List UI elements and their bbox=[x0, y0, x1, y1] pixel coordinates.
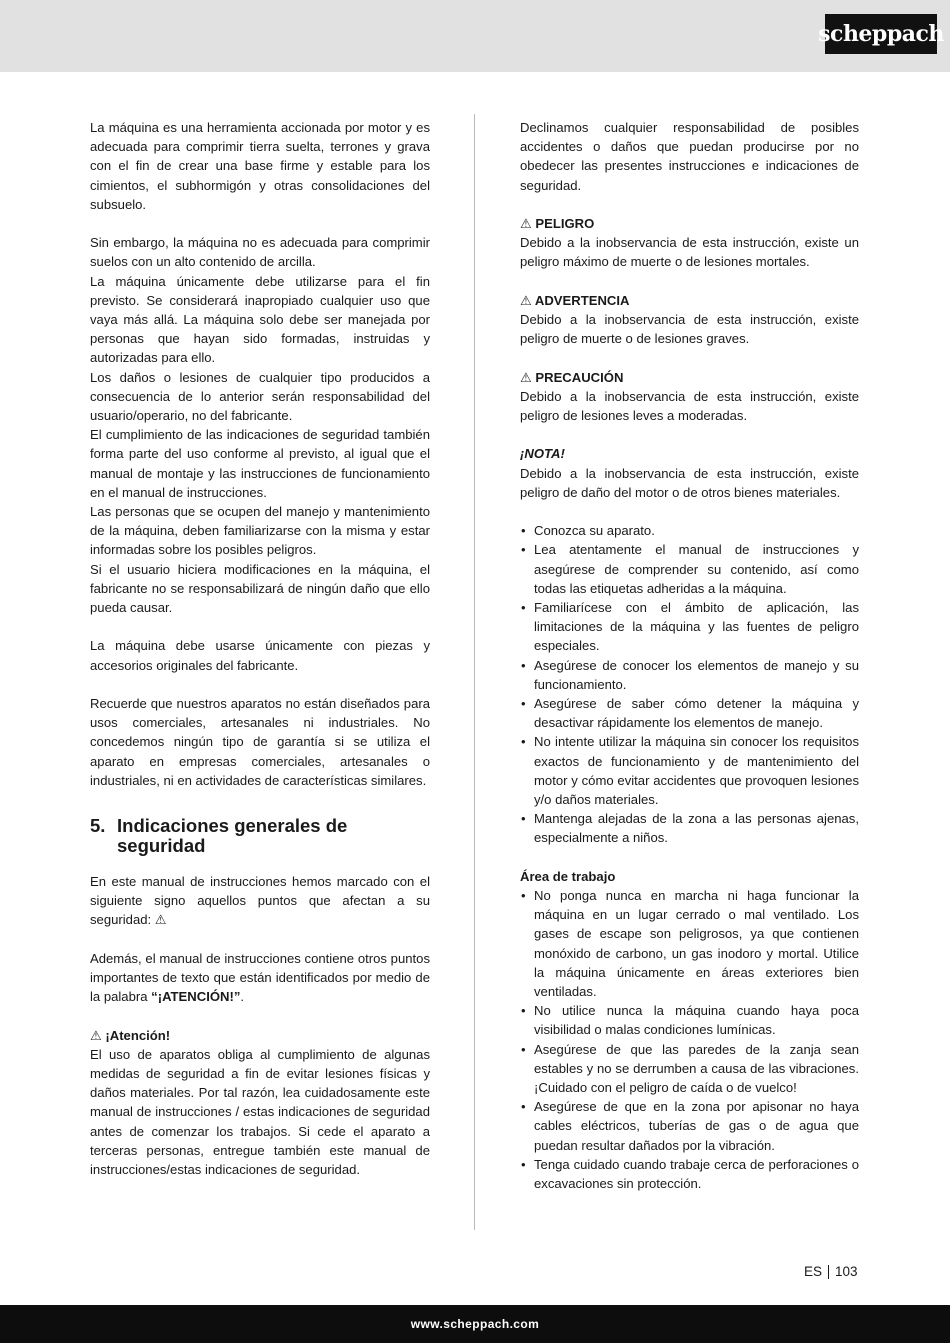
paragraph: Los daños o lesiones de cualquier tipo producidos a consecuencia de lo anterior serán responsabilidad del usuario/operario, no del fabricante. bbox=[90, 369, 430, 424]
footer-bar bbox=[0, 1305, 950, 1343]
danger-text: Debido a la inobservancia de esta instrucción, existe un peligro máximo de muerte o de lesiones mortales. bbox=[520, 235, 859, 270]
paragraph: Las personas que se ocupen del manejo y mantenimiento de la máquina, deben familiarizarse con la misma y estar informadas sobre los posibles peligros. bbox=[90, 504, 430, 558]
website-url: www.scheppach.com bbox=[410, 1317, 540, 1331]
paragraph: Si el usuario hiciera modificaciones en la máquina, el fabricante no se responsabilizará de ningún daño que ello pueda causar. bbox=[90, 561, 430, 616]
list-item: • Asegúrese de que las paredes de la zanja sean estables y no se derrumben a causa de las vibraciones. ¡Cuidado con el peligro de caída o de vuelco! bbox=[520, 1040, 859, 1098]
list-item: • Tenga cuidado cuando trabaje cerca de perforaciones o excavaciones sin protección. bbox=[520, 1155, 859, 1193]
paragraph: La máquina debe usarse únicamente con piezas y accesorios originales del fabricante. bbox=[90, 638, 430, 673]
paragraph: Recuerde que nuestros aparatos no están diseñados para usos comerciales, artesanales ni industriales. No concedemos ningún tipo de garantía si se utiliza el aparato en empresas comerciales, artesanales o industriales, ni en actividades de características similares. bbox=[90, 696, 430, 788]
paragraph: Sin embargo, la máquina no es adecuada para comprimir suelos con un alto contenido de arcilla. bbox=[90, 235, 430, 270]
paragraph: En este manual de instrucciones hemos marcado con el siguiente signo aquellos puntos que afectan a su seguridad: ⚠ bbox=[90, 874, 430, 928]
paragraph-text: . bbox=[240, 989, 245, 1005]
paragraph-text: Además, el manual de instrucciones contiene otros puntos importantes de texto que están identificados por medio de la palabra bbox=[90, 950, 430, 1005]
section-heading bbox=[90, 816, 430, 856]
list-item: • Mantenga alejadas de la zona a las personas ajenas, especialmente a niños. bbox=[520, 809, 859, 847]
list-item: • No utilice nunca la máquina cuando haya poca visibilidad o malas condiciones lumínicas. bbox=[520, 1001, 859, 1039]
paragraph bbox=[90, 949, 430, 1007]
list-item: • Lea atentamente el manual de instrucciones y asegúrese de comprender su contenido, así como todas las etiquetas adheridas a la máquina. bbox=[520, 540, 859, 598]
page-number bbox=[804, 1264, 858, 1279]
list-item: • No ponga nunca en marcha ni haga funcionar la máquina en un lugar cerrado o mal ventilado. Los gases de escape son peligrosos, ya que contienen monóxido de carbono, un gas inodoro y mortal. Utilice la máquina únicamente en áreas exteriores bien ventiladas. bbox=[520, 886, 859, 1001]
note-text: Debido a la inobservancia de esta instrucción, existe peligro de daño del motor o de otros bienes materiales. bbox=[520, 465, 859, 500]
section-title: Indicaciones generales de seguridad bbox=[117, 815, 348, 857]
left-column bbox=[90, 118, 430, 1179]
paragraph: La máquina es una herramienta accionada por motor y es adecuada para comprimir tierra suelta, terrones y grava con el fin de crear una base firme y estable para los cimientos, el subhormigón y otras consolidaciones del subsuelo. bbox=[90, 120, 430, 212]
subheading: Área de trabajo bbox=[520, 868, 616, 884]
list-item: • Familiarícese con el ámbito de aplicación, las limitaciones de la máquina y las fuentes de peligro especiales. bbox=[520, 598, 859, 656]
attention-text: El uso de aparatos obliga al cumplimiento de algunas medidas de seguridad a fin de evitar lesiones físicas y daños materiales. Por tal razón, lea cuidadosamente este manual de instrucciones / estas indicaciones de seguridad antes de comenzar los trabajos. Si cede el aparato a terceras personas, entregue también este manual de instrucciones/estas indicaciones de seguridad. bbox=[90, 1046, 430, 1178]
paragraph: El cumplimiento de las indicaciones de seguridad también forma parte del uso conforme al previsto, al igual que el manual de montaje y las instrucciones de funcionamiento en el manual de instrucciones. bbox=[90, 427, 430, 500]
caution-text: Debido a la inobservancia de esta instrucción, existe peligro de lesiones leves a moderadas. bbox=[520, 388, 859, 423]
page-number-value: 103 bbox=[835, 1264, 858, 1279]
attention-keyword: “¡ATENCIÓN!” bbox=[151, 989, 241, 1005]
warning-title: ⚠ ADVERTENCIA bbox=[520, 292, 630, 308]
danger-title: ⚠ PELIGRO bbox=[520, 216, 595, 231]
paragraph: La máquina únicamente debe utilizarse para el fin previsto. Se considerará inapropiado cualquier uso que vaya más allá. La máquina solo debe ser manejada por personas que hayan sido formadas, instruidas y autorizadas para ello. bbox=[90, 273, 430, 366]
language-code: ES bbox=[804, 1264, 823, 1279]
attention-title: ⚠ ¡Atención! bbox=[90, 1027, 171, 1043]
list-item: • Conozca su aparato. bbox=[520, 521, 859, 540]
right-column bbox=[520, 118, 859, 1193]
paragraph: Declinamos cualquier responsabilidad de posibles accidentes o daños que puedan producirse por no obedecer las presentes instrucciones e indicaciones de seguridad. bbox=[520, 120, 859, 193]
column-divider bbox=[474, 114, 475, 1230]
separator bbox=[828, 1265, 829, 1279]
header-bar bbox=[0, 0, 950, 72]
warning-text: Debido a la inobservancia de esta instrucción, existe peligro de muerte o de lesiones graves. bbox=[520, 312, 859, 347]
brand-logo: scheppach bbox=[825, 14, 937, 54]
note-title: ¡NOTA! bbox=[520, 446, 565, 462]
safety-list bbox=[520, 521, 859, 847]
list-item: • Asegúrese de conocer los elementos de manejo y su funcionamiento. bbox=[520, 656, 859, 694]
caution-title: ⚠ PRECAUCIÓN bbox=[520, 369, 624, 385]
work-area-list bbox=[520, 886, 859, 1193]
list-item: • No intente utilizar la máquina sin conocer los requisitos exactos de funcionamiento y de mantenimiento del motor y cómo evitar accidentes que provoquen lesiones y/o daños materiales. bbox=[520, 732, 859, 809]
list-item: • Asegúrese de que en la zona por apisonar no haya cables eléctricos, tuberías de gas o de agua que puedan resultar dañados por la vibración. bbox=[520, 1097, 859, 1155]
section-number: 5. bbox=[90, 815, 106, 837]
list-item: • Asegúrese de saber cómo detener la máquina y desactivar rápidamente los elementos de manejo. bbox=[520, 694, 859, 732]
